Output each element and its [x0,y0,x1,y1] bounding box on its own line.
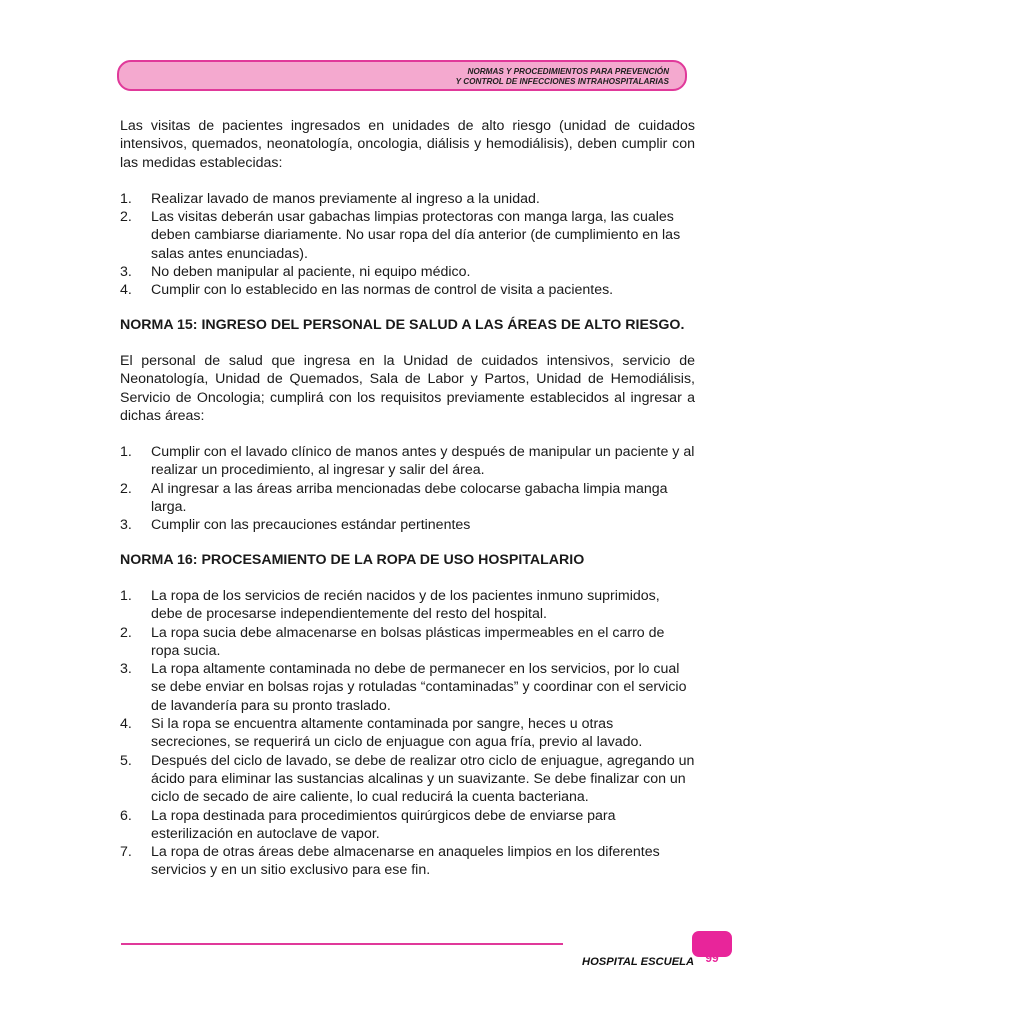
list-text: La ropa de otras áreas debe almacenarse en anaqueles limpios en los diferentes servicios y en un sitio exclusivo para ese fin. [151,844,660,879]
norma-15-paragraph: El personal de salud que ingresa en la Unidad de cuidados intensivos, servicio de Neonatología, Unidad de Quemados, Sala de Labor y Partos, Unidad de Hemodiálisis, Servicio de Oncologia; cumplirá con los requisitos previamente establecidos al ingresar a dichas áreas: [120,352,695,424]
header-title-line-1: NORMAS Y PROCEDIMIENTOS PARA PREVENCIÓN [467,67,669,76]
list-text: Al ingresar a las áreas arriba mencionadas debe colocarse gabacha limpia manga larga. [151,480,668,516]
list-text: Cumplir con el lavado clínico de manos antes y después de manipular un paciente y al realizar un procedimiento, al ingresar y salir del área. [151,444,695,479]
list-item [120,480,695,517]
list-text: La ropa de los servicios de recién nacidos y de los pacientes inmuno suprimidos, debe de procesarse independientemente del resto del hospital. [151,587,660,623]
list-text: Después del ciclo de lavado, se debe de realizar otro ciclo de enjuague, agregando un ácido para eliminar las sustancias alcalinas y un suavizante. Se debe finalizar con un ciclo de secado de aire caliente, lo cual reducirá la cuenta bacteriana. [151,752,695,806]
list-text: Cumplir con las precauciones estándar pertinentes [151,517,471,534]
footer-hospital-label: HOSPITAL ESCUELA [582,956,695,968]
list-item [120,516,695,534]
list-number: 2. [120,624,132,641]
list-item [120,843,695,880]
intro-list [120,190,695,300]
page-number: 99 [705,951,719,965]
list-text: Realizar lavado de manos previamente al ingreso a la unidad. [151,190,540,207]
list-number: 7. [120,844,132,861]
list-number: 4. [120,282,132,299]
norma-16-heading: NORMA 16: PROCESAMIENTO DE LA ROPA DE USO HOSPITALARIO [120,551,585,568]
list-item [120,443,695,480]
list-number: 4. [120,716,132,733]
norma-15-heading: NORMA 15: INGRESO DEL PERSONAL DE SALUD A LAS ÁREAS DE ALTO RIESGO. [120,316,685,333]
list-number: 1. [120,444,132,461]
list-number: 2. [120,480,132,497]
list-item [120,281,695,299]
list-item [120,660,695,715]
list-number: 5. [120,752,132,769]
list-text: La ropa sucia debe almacenarse en bolsas plásticas impermeables en el carro de ropa sucia. [151,624,665,659]
list-number: 3. [120,661,132,678]
page-body [120,117,695,880]
header-banner [117,60,687,91]
norma-16-list [120,587,695,880]
header-title-line-2: Y CONTROL DE INFECCIONES INTRAHOSPITALARIAS [455,77,669,86]
list-item [120,587,695,624]
list-number: 2. [120,209,132,226]
list-number: 1. [120,587,132,604]
list-text: Las visitas deberán usar gabachas limpias protectoras con manga larga, las cuales deben cambiarse diariamente. No usar ropa del día anterior (de cumplimiento en las salas antes enunciadas). [151,209,681,262]
list-number: 3. [120,264,132,281]
list-number: 6. [120,807,132,824]
list-text: La ropa destinada para procedimientos quirúrgicos debe de enviarse para esterilización en autoclave de vapor. [151,807,616,842]
list-item [120,807,695,844]
list-text: Cumplir con lo establecido en las normas de control de visita a pacientes. [151,282,614,299]
footer-divider [121,943,563,945]
list-item [120,263,695,281]
list-item [120,624,695,661]
list-item [120,752,695,807]
list-number: 3. [120,517,132,534]
norma-15-list [120,443,695,534]
list-item [120,715,695,752]
list-item [120,190,695,208]
page-number-tab [692,931,732,965]
intro-paragraph: Las visitas de pacientes ingresados en unidades de alto riesgo (unidad de cuidados intensivos, quemados, neonatología, oncologia, diálisis y hemodiálisis), deben cumplir con las medidas establecidas: [120,118,695,171]
list-text: No deben manipular al paciente, ni equipo médico. [151,264,471,281]
list-number: 1. [120,190,132,207]
list-item [120,208,695,263]
list-text: La ropa altamente contaminada no debe de permanecer en los servicios, por lo cual se debe enviar en bolsas rojas y rotuladas “contaminadas” y coordinar con el servicio de lavandería para su pronto traslado. [151,661,687,714]
list-text: Si la ropa se encuentra altamente contaminada por sangre, heces u otras secreciones, se requerirá un ciclo de enjuague con agua fría, previo al lavado. [151,716,643,751]
